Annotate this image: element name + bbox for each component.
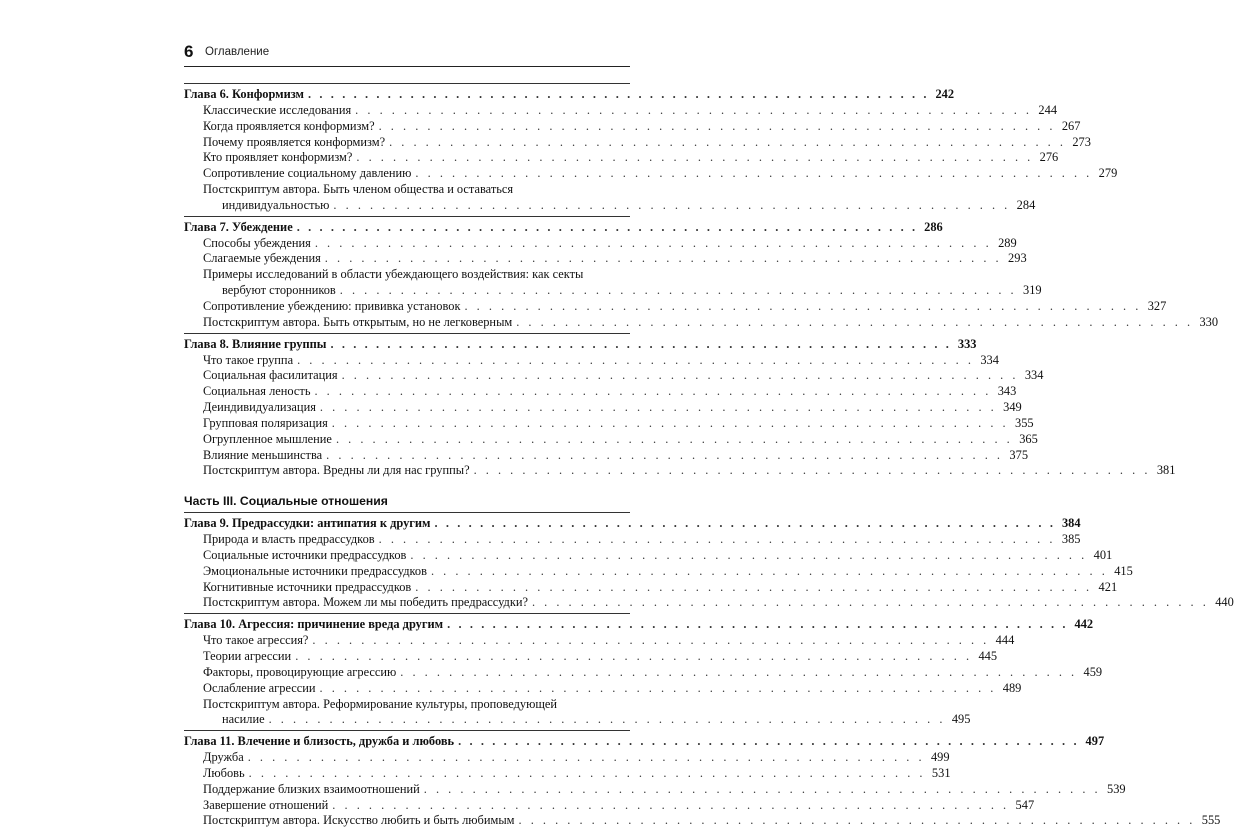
page-ref: 273 — [1072, 134, 1091, 149]
page-ref: 284 — [1016, 197, 1036, 212]
dot-leader: . . . . . . . . . . . . . . . . . . . . . . . . . . . . . . . . . . . . . . . . . . . . . . . . . . . . . . . . — [341, 368, 1019, 383]
page-ref: 365 — [1019, 431, 1038, 446]
page-ref: 279 — [1098, 166, 1118, 181]
entry-title: Эмоциональные источники предрассудков — [203, 563, 427, 578]
dot-leader: . . . . . . . . . . . . . . . . . . . . . . . . . . . . . . . . . . . . . . . . . . . . . . . . . . . . . . . . — [473, 463, 1151, 478]
dot-leader: . . . . . . . . . . . . . . . . . . . . . . . . . . . . . . . . . . . . . . . . . . . . . . . . . . . . . . . . — [314, 384, 992, 399]
page-ref: 330 — [1199, 314, 1219, 329]
dot-leader: . . . . . . . . . . . . . . . . . . . . . . . . . . . . . . . . . . . . . . . . . . . . . . . . . . . . . . . . — [314, 235, 992, 250]
page-ref: 276 — [1039, 150, 1059, 165]
dot-leader: . . . . . . . . . . . . . . . . . . . . . . . . . . . . . . . . . . . . . . . . . . . . . . . . . . . . . . . . — [248, 765, 926, 780]
entry-title: Слагаемые убеждения — [203, 251, 321, 266]
dot-leader: . . . . . . . . . . . . . . . . . . . . . . . . . . . . . . . . . . . . . . . . . . . . . . . . . . . . . . . . — [326, 447, 1004, 462]
toc-entry — [184, 298, 1167, 315]
page-ref: 459 — [1083, 664, 1103, 679]
page-ref: 349 — [1003, 400, 1022, 415]
entry-title: Постскриптум автора. Быть открытым, но не легковерным — [203, 314, 513, 329]
chapter-title: Глава 9. Предрассудки: антипатия к другим — [184, 516, 431, 531]
running-title: Оглавление — [205, 46, 270, 58]
toc-entry — [184, 547, 1113, 564]
chapter-10-entry — [184, 617, 1094, 633]
dot-leader: . . . . . . . . . . . . . . . . . . . . . . . . . . . . . . . . . . . . . . . . . . . . . . . . . . . . . . . . — [295, 649, 973, 663]
dot-leader: . . . . . . . . . . . . . . . . . . . . . . . . . . . . . . . . . . . . . . . . . . . . . . . . . . . . . . . . — [335, 431, 1013, 446]
entry-title: Кто проявляет конформизм? — [203, 150, 353, 165]
toc-entry — [184, 649, 998, 665]
dot-leader: . . . . . . . . . . . . . . . . . . . . . . . . . . . . . . . . . . . . . . . . . . . . . . . . . . . . . . . . — [297, 352, 974, 367]
dot-leader: . . . . . . . . . . . . . . . . . . . . . . . . . . . . . . . . . . . . . . . . . . . . . . . . . . . . . . . . — [378, 118, 1056, 133]
page-ref: 415 — [1114, 563, 1133, 578]
toc-entry — [184, 633, 1015, 649]
toc-entry — [184, 532, 1081, 548]
chapter-title: Глава 10. Агрессия: причинение вреда другим — [184, 617, 444, 632]
entry-title: Способы убеждения — [203, 235, 311, 250]
entry-title: Что такое группа — [203, 352, 294, 367]
entry-title: Поддержание близких взаимоотношений — [203, 781, 420, 796]
toc-entry — [184, 595, 1234, 611]
chapter-6-entry — [184, 87, 955, 103]
chapter-divider — [184, 512, 630, 513]
chapter-title: Глава 8. Влияние группы — [184, 336, 327, 351]
toc-entry — [184, 134, 1091, 151]
page-number: 6 — [184, 42, 194, 61]
dot-leader: . . . . . . . . . . . . . . . . . . . . . . . . . . . . . . . . . . . . . . . . . . . . . . . . . . . . . . . — [330, 336, 952, 351]
page-ref: 489 — [1002, 680, 1022, 695]
page-ref: 375 — [1009, 447, 1029, 462]
entry-title: Постскриптум автора. Вредны ли для нас группы? — [203, 463, 470, 478]
page-ref: 333 — [957, 336, 977, 351]
chapter-divider — [184, 613, 630, 614]
part-heading: Часть III. Социальные отношения — [184, 494, 388, 509]
page-ref: 384 — [1061, 516, 1081, 531]
entry-title: Природа и власть предрассудков — [203, 532, 375, 547]
page-ref: 555 — [1201, 813, 1221, 828]
dot-leader: . . . . . . . . . . . . . . . . . . . . . . . . . . . . . . . . . . . . . . . . . . . . . . . . . . . . . . . . — [312, 633, 990, 648]
chapter-9-entry — [184, 516, 1081, 532]
dot-leader: . . . . . . . . . . . . . . . . . . . . . . . . . . . . . . . . . . . . . . . . . . . . . . . . . . . . . . . — [447, 617, 1069, 632]
dot-leader: . . . . . . . . . . . . . . . . . . . . . . . . . . . . . . . . . . . . . . . . . . . . . . . . . . . . . . . . — [423, 781, 1101, 796]
dot-leader: . . . . . . . . . . . . . . . . . . . . . . . . . . . . . . . . . . . . . . . . . . . . . . . . . . . . . . . . — [516, 314, 1194, 329]
dot-leader: . . . . . . . . . . . . . . . . . . . . . . . . . . . . . . . . . . . . . . . . . . . . . . . . . . . . . . . . — [268, 712, 946, 727]
entry-title: Теории агрессии — [203, 649, 292, 663]
entry-title: Факторы, провоцирующие агрессию — [203, 664, 397, 679]
chapter-title: Глава 11. Влечение и близость, дружба и любовь — [184, 734, 455, 749]
page-ref: 445 — [978, 649, 998, 663]
toc-entry — [184, 712, 971, 728]
toc-entry — [184, 283, 1042, 299]
toc-entry — [184, 352, 999, 369]
toc-entry — [184, 664, 1103, 681]
chapter-title: Глава 6. Конформизм — [184, 87, 305, 101]
page-ref: 421 — [1098, 579, 1118, 594]
entry-title: Что такое агрессия? — [203, 633, 309, 648]
page-ref: 267 — [1061, 118, 1081, 133]
toc-entry — [184, 415, 1034, 432]
toc-entry — [184, 400, 1022, 416]
dot-leader: . . . . . . . . . . . . . . . . . . . . . . . . . . . . . . . . . . . . . . . . . . . . . . . . . . . . . . . . — [410, 547, 1088, 562]
entry-title: индивидуальностью — [222, 197, 330, 212]
chapter-divider — [184, 333, 630, 334]
dot-leader: . . . . . . . . . . . . . . . . . . . . . . . . . . . . . . . . . . . . . . . . . . . . . . . . . . . . . . . . — [430, 563, 1108, 578]
dot-leader: . . . . . . . . . . . . . . . . . . . . . . . . . . . . . . . . . . . . . . . . . . . . . . . . . . . . . . . . — [319, 680, 997, 695]
page-ref: 444 — [995, 633, 1015, 648]
dot-leader: . . . . . . . . . . . . . . . . . . . . . . . . . . . . . . . . . . . . . . . . . . . . . . . . . . . . . . . . — [464, 298, 1142, 313]
toc-entry — [184, 579, 1118, 596]
dot-leader: . . . . . . . . . . . . . . . . . . . . . . . . . . . . . . . . . . . . . . . . . . . . . . . . . . . . . . . . — [339, 283, 1017, 298]
chapter-divider — [184, 730, 630, 731]
page-ref: 381 — [1156, 463, 1176, 478]
dot-leader: . . . . . . . . . . . . . . . . . . . . . . . . . . . . . . . . . . . . . . . . . . . . . . . . . . . . . . . . — [355, 102, 1033, 117]
dot-leader: . . . . . . . . . . . . . . . . . . . . . . . . . . . . . . . . . . . . . . . . . . . . . . . . . . . . . . . — [296, 219, 918, 234]
page-ref: 499 — [930, 750, 950, 765]
page-ref: 334 — [1024, 368, 1044, 383]
table-of-contents — [184, 81, 1234, 829]
toc-entry — [184, 118, 1081, 135]
page-ref: 355 — [1015, 415, 1034, 430]
header-rule — [184, 66, 630, 67]
toc-entry — [184, 447, 1029, 464]
dot-leader: . . . . . . . . . . . . . . . . . . . . . . . . . . . . . . . . . . . . . . . . . . . . . . . . . . . . . . . . — [378, 532, 1056, 547]
dot-leader: . . . . . . . . . . . . . . . . . . . . . . . . . . . . . . . . . . . . . . . . . . . . . . . . . . . . . . . . — [247, 750, 925, 765]
dot-leader: . . . . . . . . . . . . . . . . . . . . . . . . . . . . . . . . . . . . . . . . . . . . . . . . . . . . . . . . — [332, 797, 1010, 812]
toc-entry — [184, 563, 1133, 580]
toc-entry — [184, 431, 1038, 448]
dot-leader: . . . . . . . . . . . . . . . . . . . . . . . . . . . . . . . . . . . . . . . . . . . . . . . . . . . . . . . — [308, 87, 930, 101]
page-ref: 442 — [1074, 617, 1094, 632]
toc-entry-wrapped-line: Примеры исследований в области убеждающего воздействия: как секты — [203, 267, 584, 282]
page-ref: 327 — [1147, 298, 1167, 313]
running-header — [184, 41, 630, 65]
dot-leader: . . . . . . . . . . . . . . . . . . . . . . . . . . . . . . . . . . . . . . . . . . . . . . . . . . . . . . . . — [415, 579, 1093, 594]
entry-title: насилие — [222, 712, 265, 727]
page-ref: 547 — [1015, 797, 1035, 812]
dot-leader: . . . . . . . . . . . . . . . . . . . . . . . . . . . . . . . . . . . . . . . . . . . . . . . . . . . . . . . — [434, 516, 1056, 531]
toc-entry — [184, 813, 1221, 829]
page-ref: 531 — [931, 765, 951, 780]
chapter-11-entry — [184, 734, 1105, 750]
page-ref: 242 — [935, 87, 955, 101]
toc-entry — [184, 368, 1044, 384]
entry-title: Когда проявляется конформизм? — [203, 118, 375, 133]
toc-entry — [184, 463, 1176, 479]
dot-leader: . . . . . . . . . . . . . . . . . . . . . . . . . . . . . . . . . . . . . . . . . . . . . . . . . . . . . . . . — [531, 595, 1209, 610]
entry-title: Групповая поляризация — [203, 415, 328, 430]
dot-leader: . . . . . . . . . . . . . . . . . . . . . . . . . . . . . . . . . . . . . . . . . . . . . . . . . . . . . . . — [458, 734, 1080, 749]
dot-leader: . . . . . . . . . . . . . . . . . . . . . . . . . . . . . . . . . . . . . . . . . . . . . . . . . . . . . . . . — [415, 166, 1093, 181]
entry-title: Социальная фасилитация — [203, 368, 338, 383]
toc-entry — [184, 251, 1027, 267]
page-ref: 319 — [1023, 283, 1042, 298]
page-ref: 440 — [1215, 595, 1234, 610]
toc-entry — [184, 750, 950, 766]
page-ref: 385 — [1061, 532, 1081, 547]
page-ref: 343 — [997, 384, 1017, 399]
page-ref: 401 — [1093, 547, 1113, 562]
entry-title: Социальные источники предрассудков — [203, 547, 407, 562]
page-ref: 497 — [1085, 734, 1105, 749]
entry-title: вербуют сторонников — [222, 283, 336, 298]
toc-entry — [184, 150, 1059, 166]
dot-leader: . . . . . . . . . . . . . . . . . . . . . . . . . . . . . . . . . . . . . . . . . . . . . . . . . . . . . . . . — [518, 813, 1196, 828]
toc-entry — [184, 314, 1219, 331]
toc-entry — [184, 765, 951, 782]
page-ref: 495 — [951, 712, 971, 727]
entry-title: Социальная леность — [203, 384, 311, 399]
toc-entry — [184, 384, 1017, 400]
dot-leader: . . . . . . . . . . . . . . . . . . . . . . . . . . . . . . . . . . . . . . . . . . . . . . . . . . . . . . . . — [319, 400, 997, 415]
toc-entry — [184, 102, 1058, 119]
dot-leader: . . . . . . . . . . . . . . . . . . . . . . . . . . . . . . . . . . . . . . . . . . . . . . . . . . . . . . . . — [400, 664, 1078, 679]
entry-title: Огрупленное мышление — [203, 431, 332, 446]
entry-title: Влияние меньшинства — [203, 447, 323, 462]
toc-entry-wrapped-line: Постскриптум автора. Быть членом общества и оставаться — [203, 182, 514, 197]
entry-title: Ослабление агрессии — [203, 680, 316, 695]
toc-entry-wrapped-line: Постскриптум автора. Реформирование культуры, проповедующей — [203, 696, 558, 711]
page-ref: 286 — [924, 219, 943, 234]
entry-title: Постскриптум автора. Можем ли мы победить предрассудки? — [203, 595, 528, 610]
entry-title: Дружба — [203, 750, 244, 765]
entry-title: Любовь — [203, 765, 245, 780]
chapter-divider — [184, 216, 630, 217]
entry-title: Постскриптум автора. Искусство любить и быть любимым — [203, 813, 515, 828]
entry-title: Сопротивление социальному давлению — [203, 166, 412, 181]
dot-leader: . . . . . . . . . . . . . . . . . . . . . . . . . . . . . . . . . . . . . . . . . . . . . . . . . . . . . . . . — [324, 251, 1002, 266]
page-ref: 293 — [1008, 251, 1027, 266]
page-ref: 244 — [1038, 102, 1058, 117]
toc-entry — [184, 197, 1036, 214]
toc-entry — [184, 797, 1035, 814]
entry-title: Когнитивные источники предрассудков — [203, 579, 412, 594]
chapter-8-entry — [184, 336, 977, 353]
chapter-title: Глава 7. Убеждение — [184, 219, 293, 234]
entry-title: Завершение отношений — [203, 797, 329, 812]
toc-entry — [184, 680, 1022, 697]
chapter-7-entry — [184, 219, 943, 236]
dot-leader: . . . . . . . . . . . . . . . . . . . . . . . . . . . . . . . . . . . . . . . . . . . . . . . . . . . . . . . . — [331, 415, 1009, 430]
page-ref: 334 — [980, 352, 999, 367]
entry-title: Классические исследования — [203, 102, 352, 117]
toc-entry — [184, 235, 1017, 252]
entry-title: Почему проявляется конформизм? — [203, 134, 386, 149]
entry-title: Сопротивление убеждению: прививка установок — [203, 298, 461, 313]
dot-leader: . . . . . . . . . . . . . . . . . . . . . . . . . . . . . . . . . . . . . . . . . . . . . . . . . . . . . . . . — [389, 134, 1066, 149]
dot-leader: . . . . . . . . . . . . . . . . . . . . . . . . . . . . . . . . . . . . . . . . . . . . . . . . . . . . . . . . — [333, 197, 1011, 212]
dot-leader: . . . . . . . . . . . . . . . . . . . . . . . . . . . . . . . . . . . . . . . . . . . . . . . . . . . . . . . . — [356, 150, 1034, 165]
page-ref: 539 — [1107, 781, 1126, 796]
toc-entry — [184, 781, 1126, 798]
page-ref: 289 — [998, 235, 1017, 250]
chapter-divider — [184, 83, 630, 84]
toc-entry — [184, 166, 1118, 182]
entry-title: Деиндивидуализация — [203, 400, 316, 415]
